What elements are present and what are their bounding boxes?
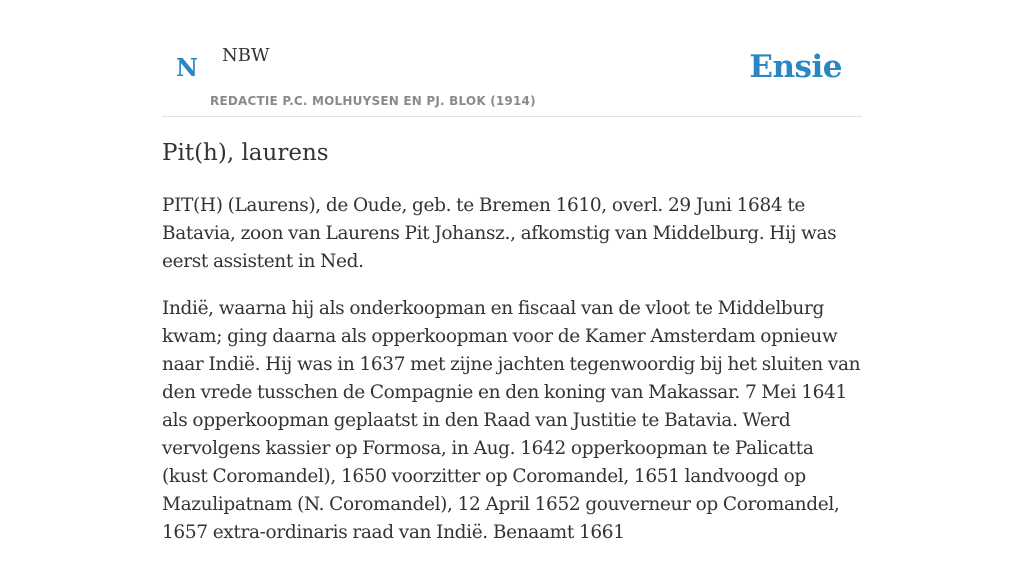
article-body [162, 192, 862, 566]
source-logo[interactable]: N [176, 53, 198, 82]
article-paragraph: PIT(H) (Laurens), de Oude, geb. te Bremen 1610, overl. 29 Juni 1684 te Batavia, zoon van Laurens Pit Johansz., afkomstig van Middelburg. Hij was eerst assistent in Ned. [162, 195, 837, 272]
source-editors: REDACTIE P.C. MOLHUYSEN EN PJ. BLOK (1914) [210, 94, 536, 108]
article-paragraph: Indië, waarna hij als onderkoopman en fiscaal van de vloot te Middelburg kwam; ging daarna als opperkoopman voor de Kamer Amsterdam opnieuw naar Indië. Hij was in 1637 met zijne jachten tegenwoordig bij het sluiten van den vrede tusschen de Compagnie en den koning van Makassar. 7 Mei 1641 als opperkoopman geplaatst in den Raad van Justitie te Batavia. Werd vervolgens kassier op Formosa, in Aug. 1642 opperkoopman te Palicatta (kust Coromandel), 1650 voorzitter op Coromandel, 1651 landvoogd op Mazulipatnam (N. Coromandel), 12 April 1652 gouverneur op Coromandel, 1657 extra-ordinaris raad van Indië. Benaamt 1661 [162, 298, 861, 543]
page-header [162, 0, 862, 117]
brand-logo[interactable]: Ensie [749, 49, 842, 85]
article-title: Pit(h), laurens [162, 140, 329, 166]
source-name[interactable]: NBW [222, 45, 270, 66]
